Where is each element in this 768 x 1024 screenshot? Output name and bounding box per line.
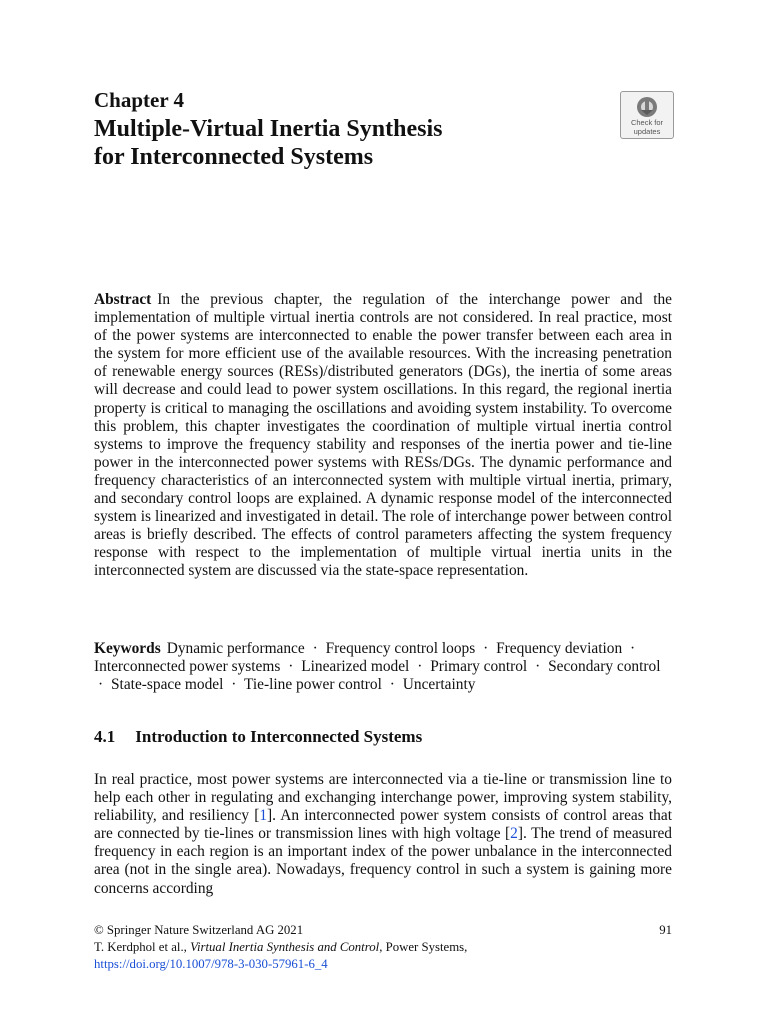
badge-text-line-2: updates bbox=[633, 127, 661, 136]
badge-text-line-1: Check for bbox=[630, 118, 664, 127]
copyright-line: © Springer Nature Switzerland AG 2021 bbox=[94, 923, 304, 937]
chapter-title-line-1: Multiple-Virtual Inertia Synthesis bbox=[94, 116, 443, 142]
intro-text-1: In real practice, most power systems are interconnected via a tie-line or transmission line to help each other in regulating and exchanging interchange power, improving system stability, reliability, and resiliency [ bbox=[94, 771, 672, 825]
keyword-item: Primary control bbox=[430, 658, 528, 676]
keyword-item: Frequency deviation bbox=[496, 640, 623, 657]
intro-text-2: ]. An interconnected power system consists of control areas that are connected by tie-lines or transmission lines with high voltage [ bbox=[94, 807, 672, 843]
keyword-separator: · bbox=[288, 658, 294, 676]
intro-text-3: ]. The trend of measured frequency in each region is an important index of the power unbalance in the interconnected area (not in the single area). Nowadays, frequency control in such a system is gaining more concerns according bbox=[94, 825, 672, 897]
citation-authors: T. Kerdphol et al., bbox=[94, 940, 191, 954]
keyword-separator: · bbox=[98, 676, 104, 694]
keyword-separator: · bbox=[231, 676, 237, 694]
reference-link-1[interactable]: 1 bbox=[259, 807, 268, 825]
page-footer bbox=[94, 922, 672, 973]
citation-series: , Power Systems, bbox=[379, 940, 468, 954]
keyword-item: Secondary control bbox=[548, 658, 661, 676]
chapter-title bbox=[94, 115, 574, 171]
keyword-separator: · bbox=[389, 676, 395, 694]
keyword-item: State-space model bbox=[111, 676, 224, 694]
citation-book-title: Virtual Inertia Synthesis and Control bbox=[190, 940, 380, 954]
check-for-updates-icon bbox=[636, 96, 658, 118]
chapter-title-line-2: for Interconnected Systems bbox=[94, 144, 374, 170]
citation-line bbox=[94, 939, 672, 956]
keyword-separator: · bbox=[483, 640, 489, 657]
reference-link-2[interactable]: 2 bbox=[510, 825, 518, 843]
keyword-item: Linearized model bbox=[301, 658, 410, 676]
abstract-text: In the previous chapter, the regulation of the interchange power and the implementation of multiple virtual inertia controls are not considered. In real practice, most of the power systems are interconnected to enable the power transfer between each area in the system for more efficient use of the available resources. With the increasing penetration of renewable energy sources (RESs)/distributed generators (DGs), the inertia of some areas will decrease and could lead to power system oscillations. In this regard, the regional inertia property is critical to managing the oscillations and avoiding system instability. To overcome this problem, this chapter investigates the coordination of multiple virtual inertia control systems to improve the frequency stability and responses of the inertia power and tie-line power in the interconnected power systems with RESs/DGs. The dynamic performance and frequency characteristics of an interconnected system with multiple virtual inertia, primary, and secondary control loops are explained. A dynamic response model of the interconnected system is linearized and investigated in detail. The role of interchange power between control areas is briefly described. The effects of control parameters affecting the system frequency response with respect to the implementation of multiple virtual inertia units in the interconnected system are discussed via the state-space representation. bbox=[94, 291, 672, 580]
keyword-item: Frequency control loops bbox=[325, 640, 476, 657]
keywords-list bbox=[94, 640, 660, 693]
keyword-item: Tie-line power control bbox=[243, 676, 382, 694]
chapter-label: Chapter 4 bbox=[94, 88, 185, 112]
doi-link[interactable]: https://doi.org/10.1007/978-3-030-57961-6_4 bbox=[94, 957, 328, 971]
keyword-item: Interconnected power systems bbox=[94, 658, 281, 676]
keyword-separator: · bbox=[312, 640, 318, 657]
abstract-label: Abstract bbox=[94, 291, 152, 308]
page-number: 91 bbox=[659, 923, 672, 937]
abstract bbox=[94, 291, 672, 581]
keyword-separator: · bbox=[630, 640, 636, 657]
keyword-separator: · bbox=[535, 658, 541, 676]
section-title: Introduction to Interconnected Systems bbox=[135, 727, 423, 746]
keywords-label: Keywords bbox=[94, 640, 161, 657]
paper-page bbox=[94, 0, 672, 1024]
section-heading bbox=[94, 727, 422, 747]
intro-paragraph bbox=[94, 771, 672, 898]
keyword-separator: · bbox=[417, 658, 423, 676]
keywords bbox=[94, 640, 672, 694]
section-number: 4.1 bbox=[94, 727, 116, 746]
keyword-item: Uncertainty bbox=[402, 676, 476, 694]
check-for-updates-badge[interactable] bbox=[620, 91, 674, 139]
keyword-item: Dynamic performance bbox=[166, 640, 305, 657]
